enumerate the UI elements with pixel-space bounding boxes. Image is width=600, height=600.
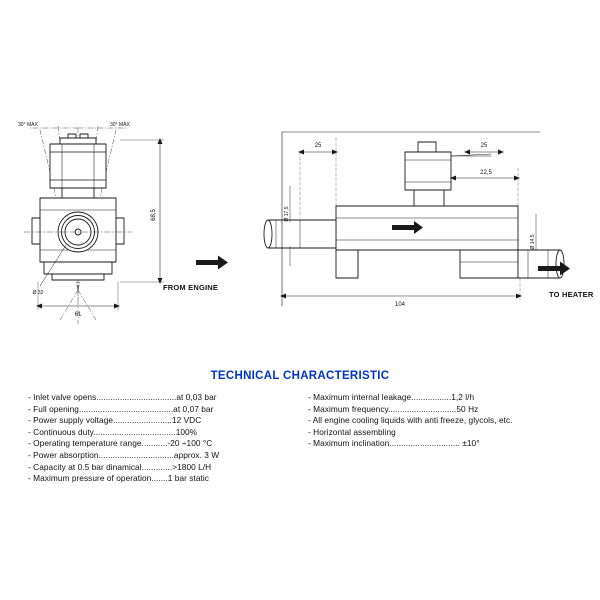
spec-column-left	[28, 392, 290, 485]
spec-item: - Horizontal assembling	[308, 426, 396, 437]
valve-drawing	[0, 90, 600, 360]
dim-left-diameter: Ø 17,5	[284, 206, 290, 222]
dim-bore: Ø 32	[32, 290, 44, 296]
angle-left-label: 30° MAX	[18, 122, 38, 128]
spec-item: - Maximum internal leakage.................1,2 l/h	[308, 392, 475, 402]
spec-item: - Capacity at 0.5 bar dinamical.............>1800 L/H	[28, 461, 212, 472]
dim-total-length: 104	[394, 302, 406, 308]
spec-item: - Power absorption................................approx. 3 W	[28, 449, 220, 460]
angle-right-label: 30° MAX	[110, 122, 130, 128]
spec-item: - Maximum frequency.............................50 Hz	[308, 403, 479, 414]
flow-to-heater-label: TO HEATER	[549, 290, 594, 299]
dim-left-segment: 25	[314, 143, 322, 149]
technical-characteristic-title: TECHNICAL CHARACTERISTIC	[210, 370, 390, 382]
dim-width: 61	[74, 312, 82, 318]
dim-inner: 22,5	[480, 170, 492, 176]
flow-from-engine-label: FROM ENGINE	[163, 283, 219, 292]
spec-item: - Continuous duty...................................100%	[28, 426, 198, 437]
spec-item: - Maximum pressure of operation.......1 bar static	[28, 473, 209, 484]
spec-item: - Inlet valve opens..................................at 0,03 bar	[28, 392, 217, 402]
specifications	[28, 392, 580, 485]
spec-item: - Operating temperature range...........-20 ÷100 °C	[28, 438, 213, 449]
spec-item: - All engine cooling liquids with anti freeze, glycols, etc.	[308, 415, 513, 426]
spec-column-right	[308, 392, 578, 485]
spec-item: - Full opening........................................at 0,07 bar	[28, 403, 214, 414]
spec-item: - Maximum inclination.............................. ±10°	[308, 438, 480, 449]
dim-height: 68,5	[151, 209, 157, 221]
spec-item: - Power supply voltage.........................12 VDC	[28, 415, 202, 426]
dim-right-diameter: Ø 14,5	[530, 234, 536, 250]
dim-right-segment: 25	[480, 143, 488, 149]
